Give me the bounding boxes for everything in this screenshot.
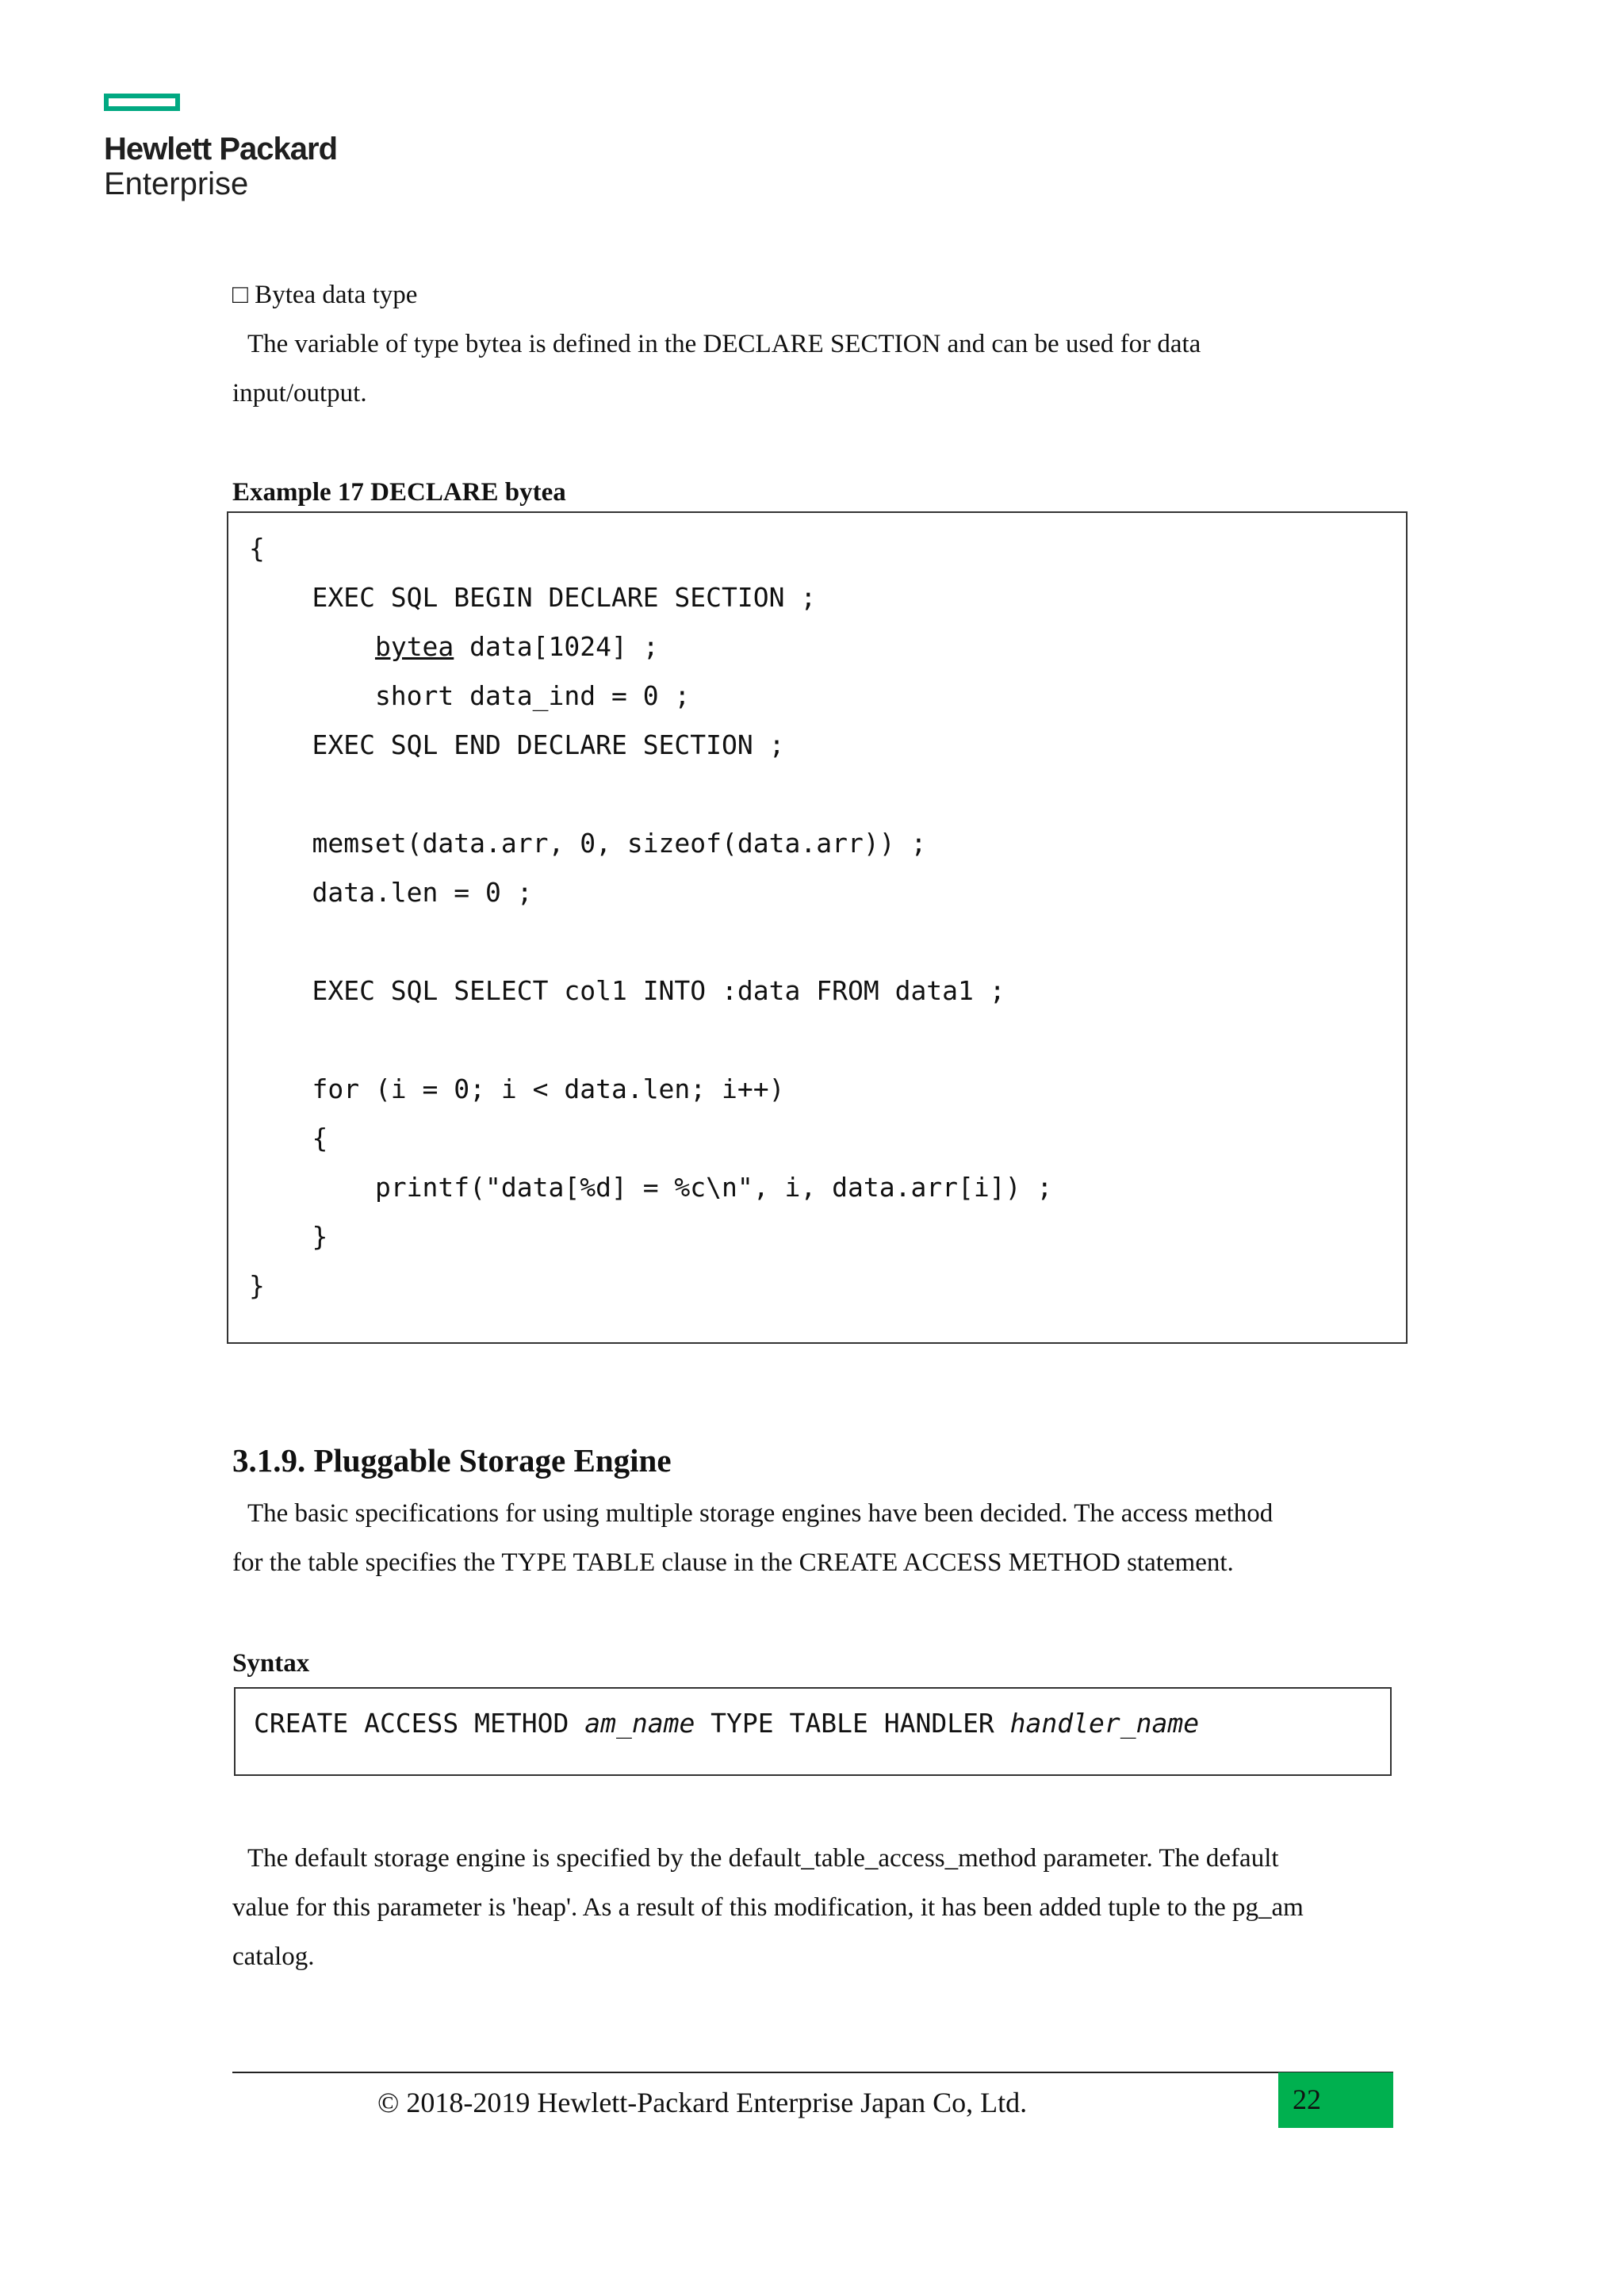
footer-copyright: © 2018-2019 Hewlett-Packard Enterprise Japan Co, Ltd. [377, 2087, 1028, 2118]
section-paragraph-2-line-2: value for this parameter is 'heap'. As a result of this modification, it has been added tuple to the pg_am [232, 1893, 1304, 1922]
code-indent [249, 631, 375, 662]
code-line-8: data.len = 0 ; [249, 877, 533, 908]
footer-divider [232, 2072, 1393, 2073]
code-line-3 [249, 631, 659, 663]
section-paragraph-1-line-2: for the table specifies the TYPE TABLE clause in the CREATE ACCESS METHOD statement. [232, 1548, 1234, 1577]
section-paragraph-2-line-1: The default storage engine is specified by the default_table_access_method parameter. The default [247, 1844, 1279, 1873]
section-paragraph-1-line-1: The basic specifications for using multiple storage engines have been decided. The access method [247, 1499, 1274, 1528]
syntax-am-name: am_name [584, 1708, 695, 1739]
bytea-keyword: bytea [374, 631, 454, 662]
code-line-15: } [249, 1221, 328, 1252]
bytea-title: □ Bytea data type [232, 281, 418, 309]
logo-text-hewlett-packard: Hewlett Packard [104, 132, 338, 166]
bytea-declaration: data[1024] ; [454, 631, 659, 662]
bytea-paragraph-line-1: The variable of type bytea is defined in the DECLARE SECTION and can be used for data [247, 330, 1201, 358]
syntax-code [254, 1708, 1199, 1739]
code-line-14: printf("data[%d] = %c\n", i, data.arr[i]) ; [249, 1172, 1053, 1203]
section-paragraph-2-line-3: catalog. [232, 1942, 315, 1971]
syntax-label: Syntax [232, 1649, 310, 1678]
code-line-2: EXEC SQL BEGIN DECLARE SECTION ; [249, 582, 817, 613]
code-line-10: EXEC SQL SELECT col1 INTO :data FROM data1 ; [249, 975, 1005, 1006]
code-line-12: for (i = 0; i < data.len; i++) [249, 1073, 785, 1104]
code-line-16: } [249, 1270, 265, 1301]
syntax-handler-name: handler_name [1009, 1708, 1200, 1739]
syntax-text-2: TYPE TABLE HANDLER [695, 1708, 1010, 1739]
logo-text-enterprise: Enterprise [104, 166, 249, 201]
section-heading: 3.1.9. Pluggable Storage Engine [232, 1442, 672, 1479]
code-line-7: memset(data.arr, 0, sizeof(data.arr)) ; [249, 828, 927, 859]
page-number-badge [1278, 2072, 1393, 2128]
code-line-1: { [249, 533, 265, 564]
page-number: 22 [1293, 2084, 1321, 2115]
hpe-logo-rectangle-icon [104, 94, 180, 111]
syntax-text-1: CREATE ACCESS METHOD [254, 1708, 585, 1739]
example-17-caption: Example 17 DECLARE bytea [232, 478, 566, 507]
bytea-paragraph-line-2: input/output. [232, 379, 367, 408]
code-line-13: { [249, 1123, 328, 1154]
code-line-4: short data_ind = 0 ; [249, 680, 691, 711]
code-line-5: EXEC SQL END DECLARE SECTION ; [249, 729, 785, 760]
